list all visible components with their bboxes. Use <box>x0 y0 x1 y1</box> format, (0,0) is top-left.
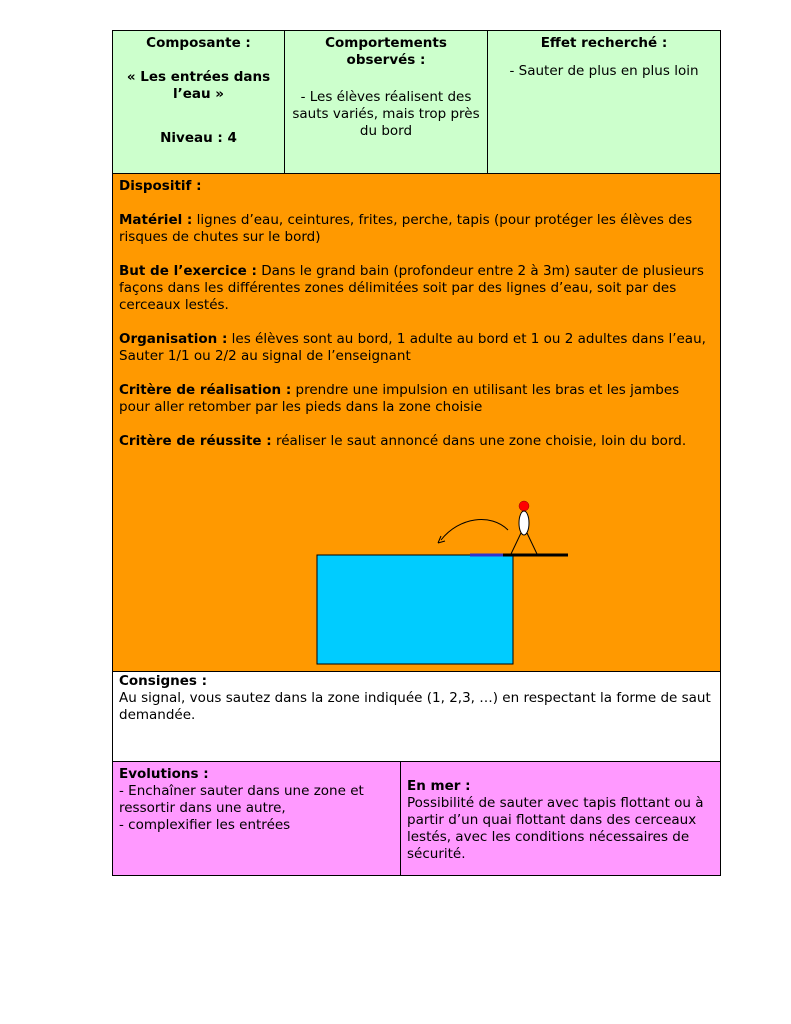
reussite-text: réaliser le saut annoncé dans une zone choisie, loin du bord. <box>271 433 687 449</box>
dispositif-cell <box>113 174 720 671</box>
evolutions-cell <box>113 762 401 875</box>
en-mer-label: En mer : <box>407 778 471 794</box>
en-mer-cell <box>401 762 720 875</box>
composante-value: « Les entrées dans l’eau » <box>126 69 271 102</box>
organisation-text-2: Sauter 1/1 ou 2/2 au signal de l’enseignant <box>119 348 411 364</box>
evolutions-line-2: - complexifier les entrées <box>119 817 291 833</box>
pool-illustration <box>113 174 720 671</box>
consignes-row <box>112 672 721 762</box>
composante-label: Composante : <box>146 35 251 51</box>
organisation-label: Organisation : <box>119 331 228 347</box>
niveau-label: Niveau : 4 <box>160 130 237 146</box>
consignes-cell <box>113 672 720 761</box>
swimmer-leg-right <box>527 533 537 554</box>
organisation-text: les élèves sont au bord, 1 adulte au bord et 1 ou 2 adultes dans l’eau, <box>227 331 706 347</box>
effet-cell <box>488 31 720 173</box>
effet-value: - Sauter de plus en plus loin <box>509 63 699 79</box>
evolutions-row <box>112 762 721 876</box>
composante-cell <box>113 31 285 173</box>
dispositif-row <box>112 174 721 672</box>
dispositif-label: Dispositif : <box>119 178 202 194</box>
comportements-label: Comportements observés : <box>325 35 447 68</box>
jump-trajectory-arrow <box>441 520 508 540</box>
comportements-value: - Les élèves réalisent des sauts variés, mais trop près du bord <box>292 89 480 139</box>
swimmer-head <box>519 501 529 511</box>
materiel-label: Matériel : <box>119 212 193 228</box>
swimmer-body <box>519 511 529 535</box>
realisation-text: prendre une impulsion en utilisant les bras et les jambes pour aller retomber par les pieds dans la zone choisie <box>119 382 680 415</box>
effet-label: Effet recherché : <box>540 35 668 51</box>
materiel-text: lignes d’eau, ceintures, frites, perche, tapis (pour protéger les élèves des risques de chutes sur le bord) <box>119 212 693 245</box>
but-text: Dans le grand bain (profondeur entre 2 à 3m) sauter de plusieurs façons dans les différentes zones délimitées soit par des lignes d’eau, soit par des cerceaux lestés. <box>119 263 704 313</box>
en-mer-text: Possibilité de sauter avec tapis flottant ou à partir d’un quai flottant dans des cerceaux lestés, avec les conditions nécessaires de sécurité. <box>407 795 704 862</box>
swimmer-leg-left <box>511 533 521 554</box>
pool-water <box>317 555 513 664</box>
but-label: But de l’exercice : <box>119 263 257 279</box>
evolutions-label: Evolutions : <box>119 766 209 782</box>
consignes-label: Consignes : <box>119 673 208 689</box>
comportements-cell <box>285 31 488 173</box>
activity-sheet <box>112 30 721 876</box>
evolutions-line-1: - Enchaîner sauter dans une zone et ressortir dans une autre, <box>119 783 364 816</box>
header-row <box>112 30 721 174</box>
reussite-label: Critère de réussite : <box>119 433 272 449</box>
realisation-label: Critère de réalisation : <box>119 382 292 398</box>
consignes-text: Au signal, vous sautez dans la zone indiquée (1, 2,3, …) en respectant la forme de saut demandée. <box>119 690 711 723</box>
